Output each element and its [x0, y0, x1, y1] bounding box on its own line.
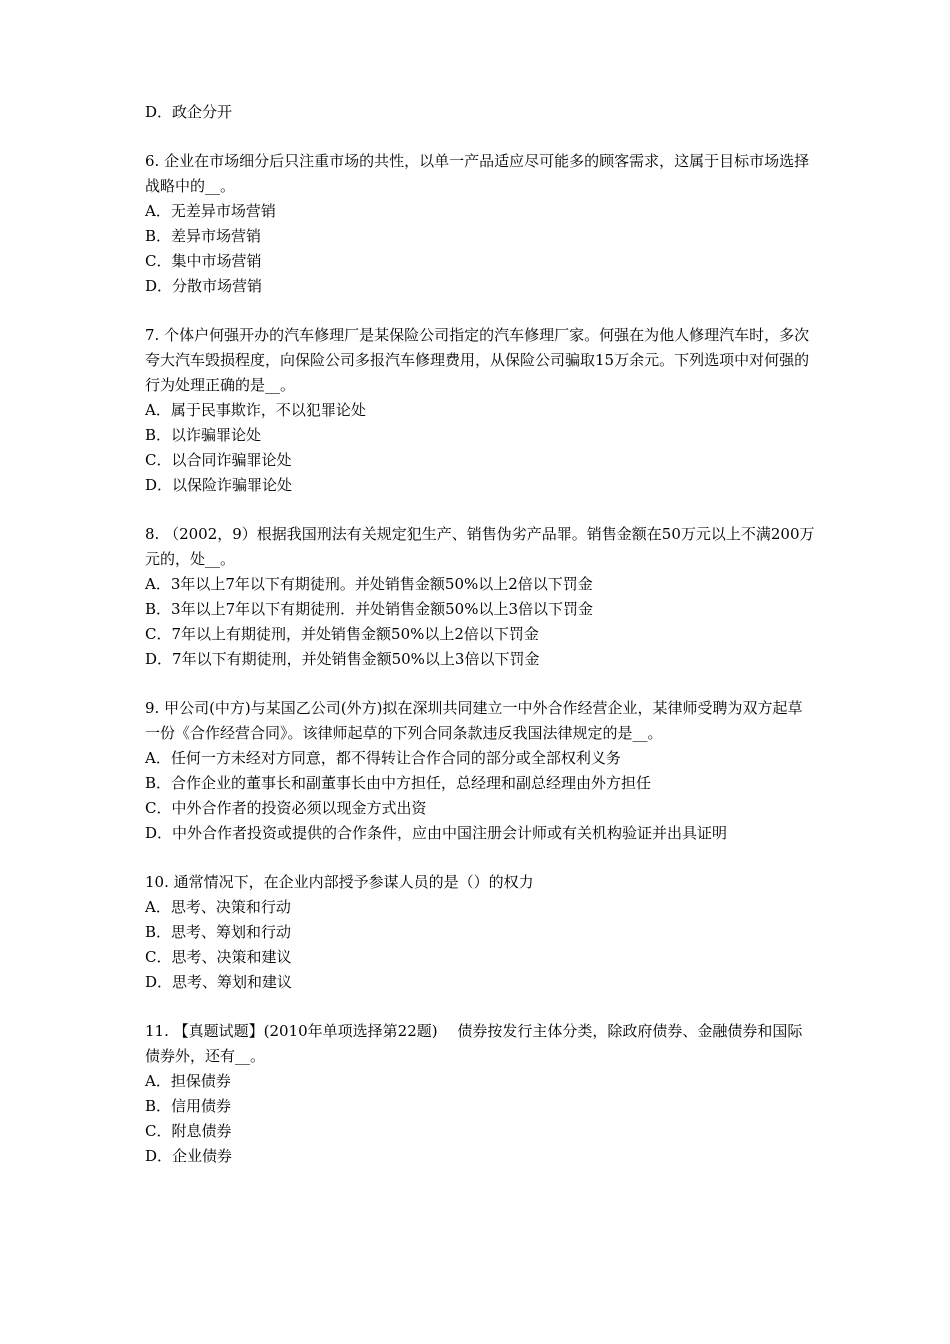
option-line: A．思考、决策和行动	[145, 898, 291, 916]
option-line: D．7年以下有期徒刑，并处销售金额50%以上3倍以下罚金	[145, 650, 540, 668]
question-text: 7. 个体户何强开办的汽车修理厂是某保险公司指定的汽车修理厂家。何强在为他人修理汽车时，多次夸大汽车毁损程度，向保险公司多报汽车修理费用，从保险公司骗取15万余元。下列选项中对何强的行为处理正确的是__。	[145, 326, 810, 394]
option-line: A．无差异市场营销	[145, 202, 276, 220]
option-line: B．以诈骗罪论处	[145, 426, 262, 444]
option-line: D．企业债券	[145, 1147, 233, 1165]
question-block	[145, 870, 815, 995]
option-line: C．中外合作者的投资必须以现金方式出资	[145, 799, 427, 817]
question-block	[145, 323, 815, 498]
spacer	[145, 846, 815, 870]
option-line: C．以合同诈骗罪论处	[145, 451, 292, 469]
question-block	[145, 149, 815, 299]
spacer	[145, 672, 815, 696]
question-text: 9. 甲公司(中方)与某国乙公司(外方)拟在深圳共同建立一中外合作经营企业，某律师受聘为双方起草一份《合作经营合同》。该律师起草的下列合同条款违反我国法律规定的是__。	[145, 699, 803, 742]
option-line: B．差异市场营销	[145, 227, 262, 245]
option-line: C．7年以上有期徒刑，并处销售金额50%以上2倍以下罚金	[145, 625, 539, 643]
option-line: D．政企分开	[145, 103, 233, 121]
question-block	[145, 1019, 815, 1169]
option-line: A．3年以上7年以下有期徒刑。并处销售金额50%以上2倍以下罚金	[145, 575, 593, 593]
option-line: B．合作企业的董事长和副董事长由中方担任，总经理和副总经理由外方担任	[145, 774, 652, 792]
document-page	[145, 100, 815, 1169]
question-text: 10. 通常情况下，在企业内部授予参谋人员的是（）的权力	[145, 873, 534, 891]
question-text: 6. 企业在市场细分后只注重市场的共性，以单一产品适应尽可能多的顾客需求，这属于目标市场选择战略中的__。	[145, 152, 810, 195]
spacer	[145, 299, 815, 323]
option-line: C．思考、决策和建议	[145, 948, 292, 966]
option-line: A．任何一方未经对方同意，都不得转让合作合同的部分或全部权利义务	[145, 749, 621, 767]
spacer	[145, 498, 815, 522]
option-line: C．集中市场营销	[145, 252, 262, 270]
option-line: B．思考、筹划和行动	[145, 923, 292, 941]
option-line: D．以保险诈骗罪论处	[145, 476, 293, 494]
spacer	[145, 125, 815, 149]
option-line: D．分散市场营销	[145, 277, 263, 295]
option-line: B．信用债券	[145, 1097, 232, 1115]
question-block	[145, 696, 815, 846]
option-line: B．3年以上7年以下有期徒刑．并处销售金额50%以上3倍以下罚金	[145, 600, 593, 618]
option-line: A．属于民事欺诈，不以犯罪论处	[145, 401, 366, 419]
option-line: D．思考、筹划和建议	[145, 973, 293, 991]
option-line: C．附息债券	[145, 1122, 232, 1140]
question-text: 11. 【真题试题】(2010年单项选择第22题) 债券按发行主体分类，除政府债券、金融债券和国际债券外，还有__。	[145, 1022, 803, 1065]
spacer	[145, 995, 815, 1019]
option-line: A．担保债券	[145, 1072, 231, 1090]
question-text: 8. （2002，9）根据我国刑法有关规定犯生产、销售伪劣产品罪。销售金额在50万元以上不满200万元的，处__。	[145, 525, 815, 568]
option-line: D．中外合作者投资或提供的合作条件，应由中国注册会计师或有关机构验证并出具证明	[145, 824, 728, 842]
question-block	[145, 522, 815, 672]
